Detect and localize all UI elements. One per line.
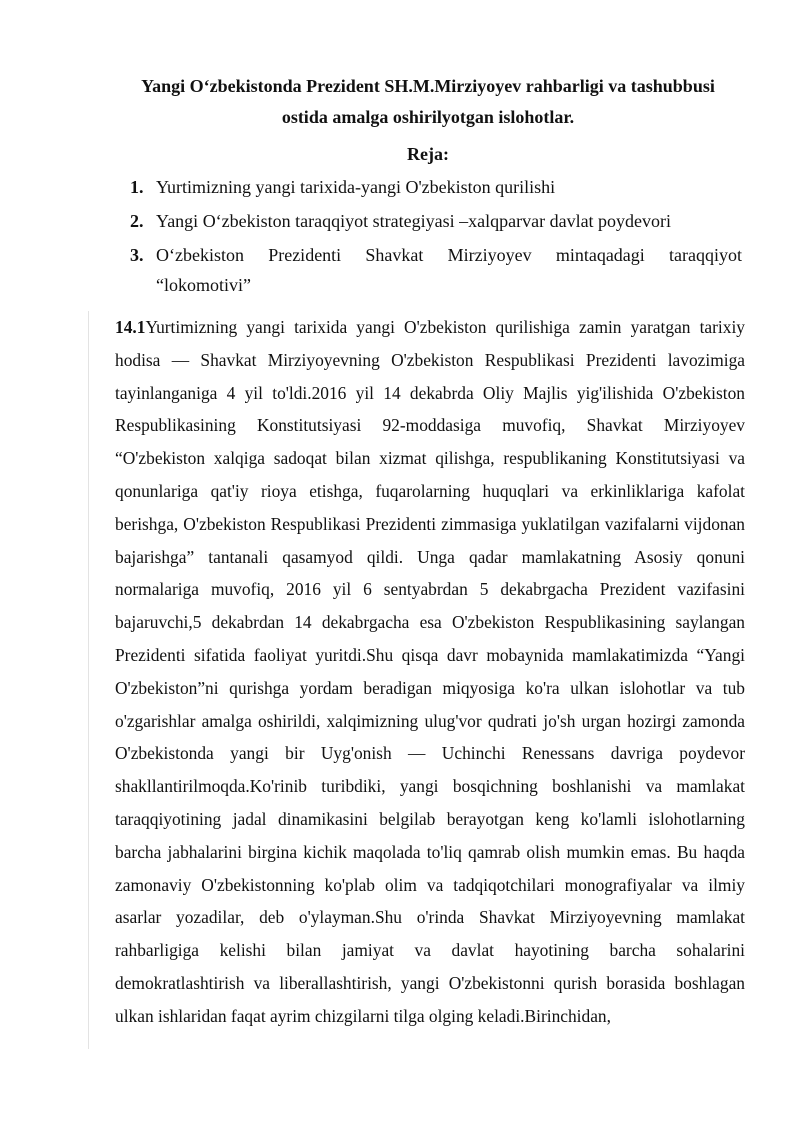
section-number: 14.1 <box>115 317 146 337</box>
plan-item-text: Yurtimizning yangi tarixida-yangi O'zbekiston qurilishi <box>156 177 556 197</box>
body-paragraph <box>115 311 745 1033</box>
body-section <box>88 311 745 1049</box>
plan-item <box>130 172 742 202</box>
title-line-1: Yangi O‘zbekistonda Prezident SH.M.Mirziyoyev rahbarligi va tashubbusi <box>141 76 715 96</box>
plan-item-number: 3. <box>130 245 144 265</box>
title-line-2: ostida amalga oshirilyotgan islohotlar. <box>281 107 575 127</box>
plan-item-text: Yangi O‘zbekiston taraqqiyot strategiyasi –xalqparvar davlat poydevori <box>156 211 672 231</box>
plan-item <box>130 240 742 300</box>
plan-item-number: 2. <box>130 211 144 231</box>
plan-list <box>130 172 742 304</box>
plan-heading: Reja: <box>407 144 449 164</box>
document-title <box>100 71 756 133</box>
plan-item-number: 1. <box>130 177 144 197</box>
plan-item-text: O‘zbekiston Prezidenti Shavkat Mirziyoyev mintaqadagi taraqqiyot “lokomotivi” <box>156 245 742 295</box>
body-text: Yurtimizning yangi tarixida yangi O'zbekiston qurilishiga zamin yaratgan tarixiy hodisa — Shavkat Mirziyoyevning O'zbekiston Respublikasi Prezidenti lavozimiga tayinlanganiga 4 yil to'ldi.2016 yil 14 dekabrda Oliy Majlis yig'ilishida O'zbekiston Respublikasining Konstitutsiyasi 92-moddasiga muvofiq, Shavkat Mirziyoyev “O'zbekiston xalqiga sadoqat bilan xizmat qilishga, respublikaning Konstitutsiyasi va qonunlariga qat'iy rioya etishga, fuqarolarning huquqlari va erkinliklariga kafolat berishga, O'zbekiston Respublikasi Prezidenti zimmasiga yuklatilgan vazifalarni vijdonan bajarishga” tantanali qasamyod qildi. Unga qadar mamlakatning Asosiy qonuni normalariga muvofiq, 2016 yil 6 sentyabrdan 5 dekabrgacha Prezident vazifasini bajaruvchi,5 dekabrdan 14 dekabrgacha esa O'zbekiston Respublikasining saylangan Prezidenti sifatida faoliyat yuritdi.Shu qisqa davr mobaynida mamlakatimizda “Yangi O'zbekiston”ni qurishga yordam beradigan miqyosiga ko'ra ulkan islohotlar va tub o'zgarishlar amalga oshirildi, xalqimizning ulug'vor qudrati jo'sh urgan hozirgi zamonda O'zbekistonda yangi bir Uyg'onish — Uchinchi Renessans davriga poydevor shakllantirilmoqda.Ko'rinib turibdiki, yangi bosqichning boshlanishi va mamlakat taraqqiyotining jadal dinamikasini belgilab berayotgan keng ko'lamli islohotlarning barcha jabhalarini birgina kichik maqolada to'liq qamrab olish mumkin emas. Bu haqda zamonaviy O'zbekistonning ko'plab olim va tadqiqotchilari monografiyalar va ilmiy asarlar yozadilar, deb o'ylayman.Shu o'rinda Shavkat Mirziyoyevning mamlakat rahbarligiga kelishi bilan jamiyat va davlat hayotining barcha sohalarini demokratlashtirish va liberallashtirish, yangi O'zbekistonni qurish borasida boshlagan ulkan ishlaridan faqat ayrim chizgilarni tilga olging keladi.Birinchidan, <box>115 317 745 1026</box>
plan-item <box>130 206 742 236</box>
